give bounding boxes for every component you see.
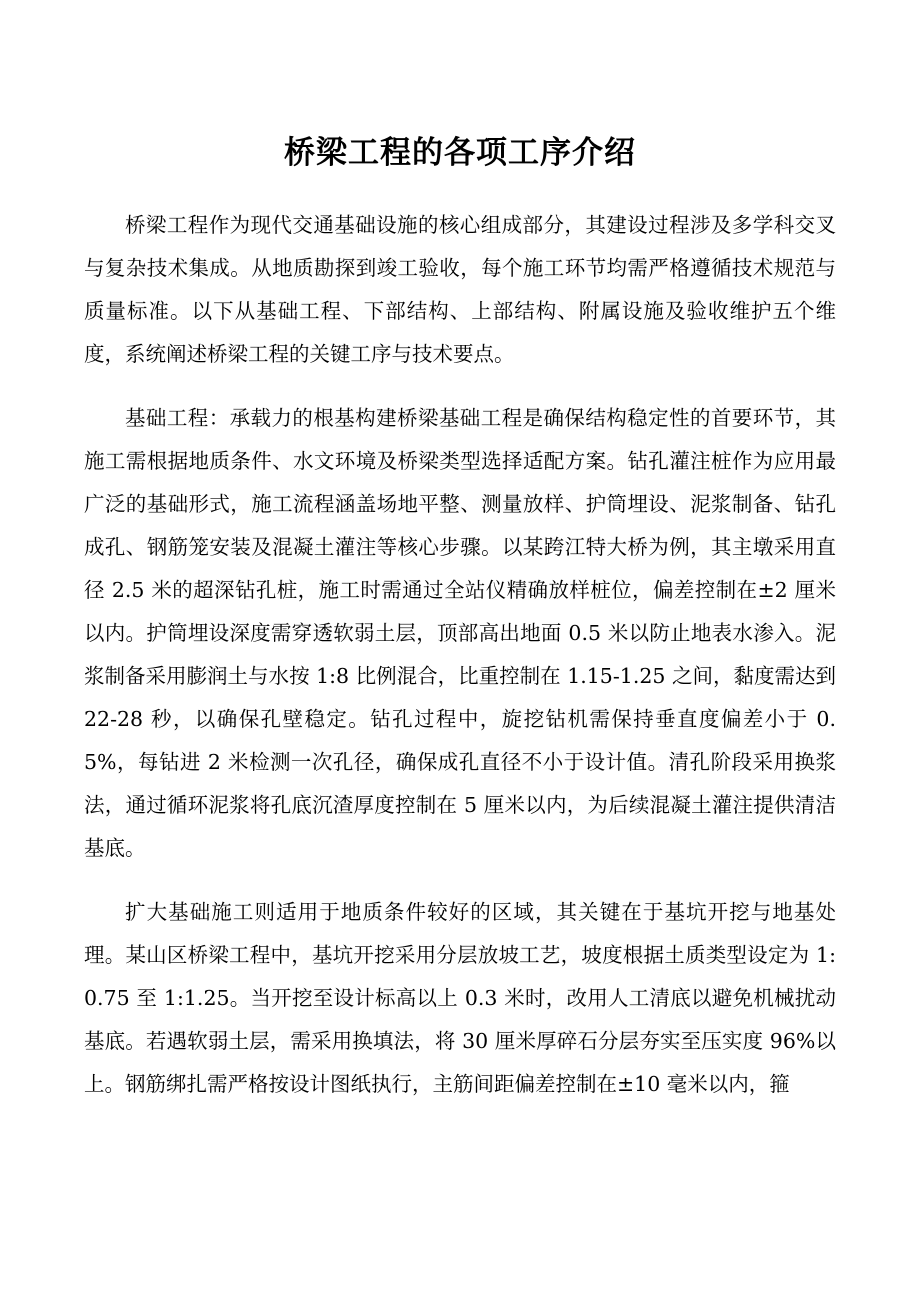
paragraph-spread-foundation: 扩大基础施工则适用于地质条件较好的区域，其关键在于基坑开挖与地基处理。某山区桥梁工程中，基坑开挖采用分层放坡工艺，坡度根据土质类型设定为 1:0.75 至 1:1.25。当开挖至设计标高以上 0.3 米时，改用人工清底以避免机械扰动基底。若遇软弱土层，需采用换填法，将 30 厘米厚碎石分层夯实至压实度 96%以上。钢筋绑扎需严格按设计图纸执行，主筋间距偏差控制在±10 毫米以内，箍 bbox=[84, 900, 836, 1096]
paragraph-foundation: 基础工程：承载力的根基构建桥梁基础工程是确保结构稳定性的首要环节，其施工需根据地质条件、水文环境及桥梁类型选择适配方案。钻孔灌注桩作为应用最广泛的基础形式，施工流程涵盖场地平整、测量放样、护筒埋设、泥浆制备、钻孔成孔、钢筋笼安装及混凝土灌注等核心步骤。以某跨江特大桥为例，其主墩采用直径 2.5 米的超深钻孔桩，施工时需通过全站仪精确放样桩位，偏差控制在±2 厘米以内。护筒埋设深度需穿透软弱土层，顶部高出地面 0.5 米以防止地表水渗入。泥浆制备采用膨润土与水按 1:8 比例混合，比重控制在 1.15-1.25 之间，黏度需达到 22-28 秒，以确保孔壁稳定。钻孔过程中，旋挖钻机需保持垂直度偏差小于 0.5%，每钻进 2 米检测一次孔径，确保成孔直径不小于设计值。清孔阶段采用换浆法，通过循环泥浆将孔底沉渣厚度控制在 5 厘米以内，为后续混凝土灌注提供清洁基底。 bbox=[84, 406, 836, 860]
paragraph-intro: 桥梁工程作为现代交通基础设施的核心组成部分，其建设过程涉及多学科交叉与复杂技术集成。从地质勘探到竣工验收，每个施工环节均需严格遵循技术规范与质量标准。以下从基础工程、下部结构、上部结构、附属设施及验收维护五个维度，系统阐述桥梁工程的关键工序与技术要点。 bbox=[84, 213, 836, 366]
document-title: 桥梁工程的各项工序介绍 bbox=[284, 135, 636, 171]
